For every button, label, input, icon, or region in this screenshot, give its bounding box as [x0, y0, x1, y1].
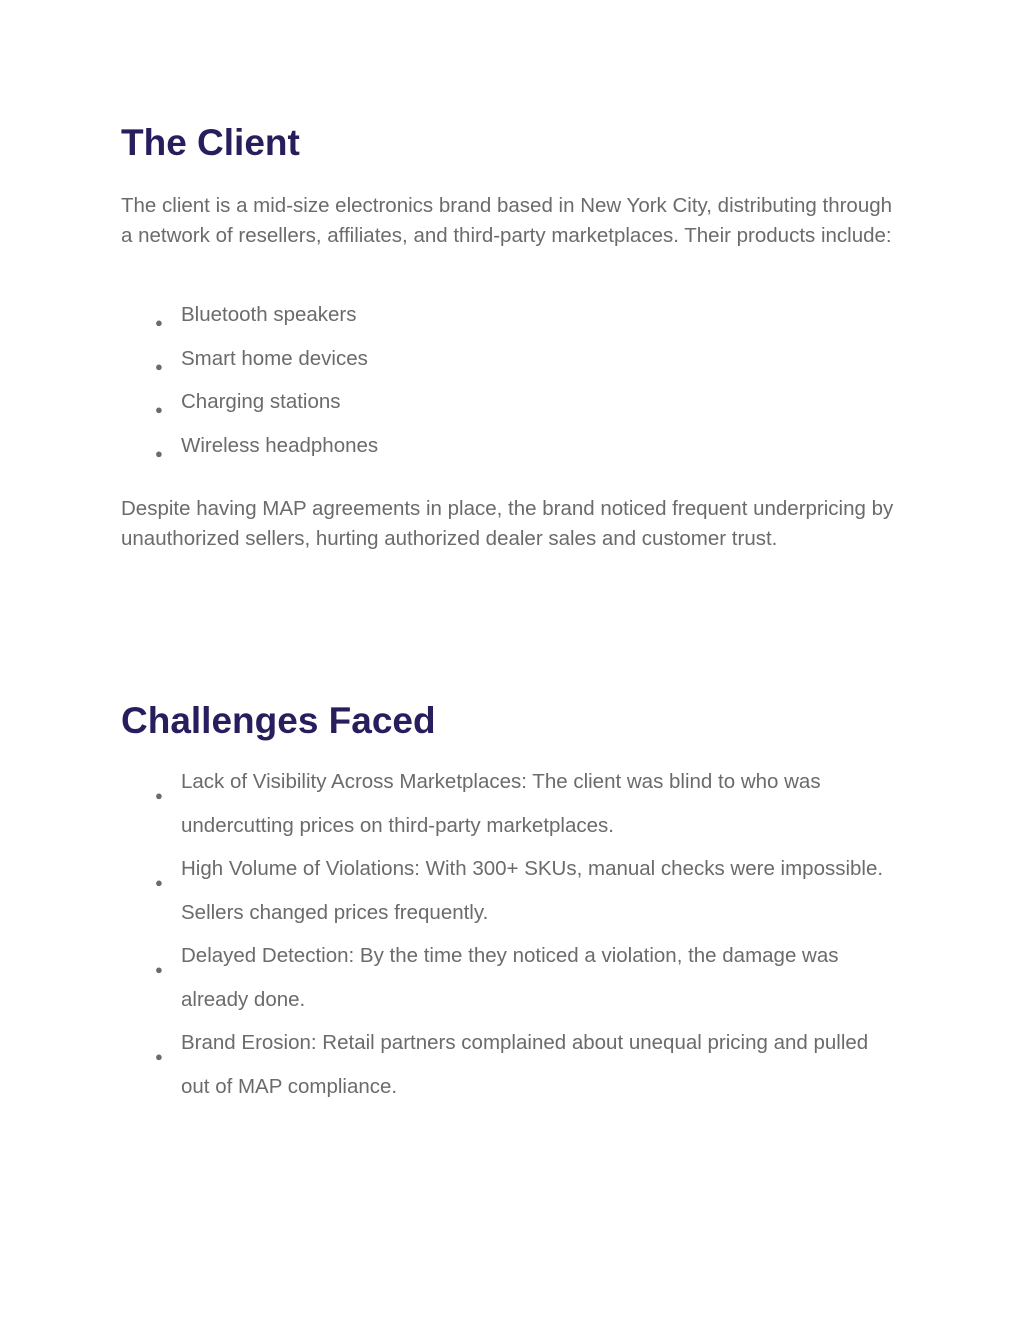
bullet-icon: ● — [155, 445, 163, 461]
challenges-list — [121, 760, 901, 1108]
challenge-text: High Volume of Violations: With 300+ SKUs, manual checks were impossible. Sellers changed prices frequently. — [181, 857, 884, 924]
client-section-heading: The Client — [121, 122, 300, 163]
bullet-icon: ● — [155, 962, 163, 977]
challenge-text: Delayed Detection: By the time they noticed a violation, the damage was already done. — [181, 944, 839, 1011]
list-item — [121, 344, 378, 374]
bullet-icon: ● — [155, 358, 163, 374]
products-list — [121, 300, 378, 474]
bullet-icon: ● — [155, 1049, 163, 1064]
list-item — [121, 300, 378, 330]
product-label: Wireless headphones — [181, 433, 379, 457]
list-item — [121, 1021, 901, 1108]
product-label: Smart home devices — [181, 346, 368, 370]
challenge-text: Brand Erosion: Retail partners complained about unequal pricing and pulled out of MAP compliance. — [181, 1031, 869, 1098]
bullet-icon: ● — [155, 788, 163, 803]
list-item — [121, 760, 901, 847]
list-item — [121, 847, 901, 934]
bullet-icon: ● — [155, 402, 163, 417]
bullet-icon: ● — [155, 875, 163, 890]
product-label: Charging stations — [181, 390, 341, 413]
list-item — [121, 431, 378, 461]
client-intro-paragraph: The client is a mid-size electronics brand based in New York City, distributing through a network of resellers, affiliates, and third-party marketplaces. Their products include: — [121, 194, 893, 247]
product-label: Bluetooth speakers — [181, 303, 357, 326]
challenges-section-heading: Challenges Faced — [121, 700, 436, 741]
list-item — [121, 387, 378, 417]
bullet-icon: ● — [155, 315, 163, 330]
list-item — [121, 934, 901, 1021]
challenge-text: Lack of Visibility Across Marketplaces: The client was blind to who was undercutting prices on third-party marketplaces. — [181, 770, 821, 837]
client-outro-paragraph: Despite having MAP agreements in place, the brand noticed frequent underpricing by unauthorized sellers, hurting authorized dealer sales and customer trust. — [121, 497, 894, 550]
